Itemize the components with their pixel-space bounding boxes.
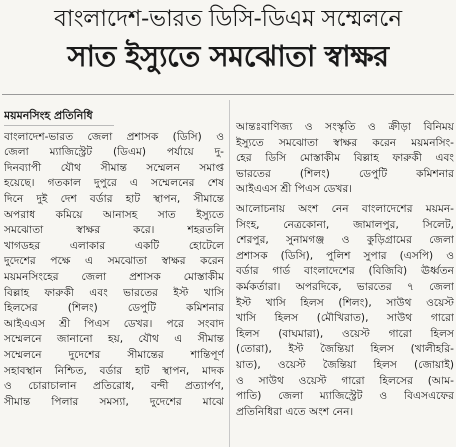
- body-line: য়াত), ওয়েস্ট জৈন্তিয়া হিলস (জোয়াই): [236, 358, 454, 371]
- body-line: ইস্ট খাসি হিলস (শিলং), সাউথ ওয়েস্ট: [236, 296, 454, 309]
- headline: সাত ইস্যুতে সমঝোতা স্বাক্ষর: [67, 39, 389, 73]
- body-line: খাসি হিলস (মৌখিরাত), সাউথ গারো: [236, 312, 454, 325]
- left-column: [4, 108, 224, 447]
- body-line: পাতি) জেলা ম্যাজিস্ট্রেট ও বিএসএফের: [236, 390, 454, 403]
- headline-kicker: বাংলাদেশ-ভারত ডিসি-ডিএম সম্মেলনে: [54, 6, 402, 32]
- body-line: প্রতিনিধিরা এতে অংশ নেন।: [236, 405, 354, 418]
- body-line: হিলস (বাঘমারা), ওয়েস্ট গারো হিলস: [236, 327, 454, 340]
- body-line: হের ডিসি মোস্তাকীম বিল্লাহ ফারুকী এবং: [236, 152, 454, 165]
- body-line: সম্মেলনে দুদেশের সীমান্তের শান্তিপূর্ণ: [4, 348, 224, 361]
- body-line: দুদেশের পক্ষে এ সমঝোতা স্বাক্ষর করেন: [4, 255, 224, 268]
- body-line: অপরাধ কমিয়ে আনাসহ সাত ইস্যুতে: [4, 208, 224, 221]
- byline: ময়মনসিংহ প্রতিনিধি: [4, 108, 114, 126]
- body-line: ও চোরাচালান প্রতিরোধ, বন্দী প্রত্যার্পণ,: [4, 380, 224, 393]
- body-line: আইএএস শ্রী পিএস ডেখর।: [236, 183, 353, 196]
- body-line: দিনে দুই দেশ বর্ডার হাট স্থাপন, সীমান্তে: [4, 192, 224, 205]
- headline-divider: [2, 94, 454, 95]
- body-line: ভারতের (শিলং) ডেপুটি কমিশনার: [236, 167, 454, 180]
- body-line: বাংলাদেশ-ভারত জেলা প্রশাসক (ডিসি) ও: [4, 130, 224, 143]
- body-line: (তোরা), ইস্ট জৈন্তিয়া হিলস (খালীহরি-: [236, 343, 454, 356]
- body-line: ময়মনসিংহের জেলা প্রশাসক মোস্তাকীম: [4, 270, 224, 283]
- body-line: আন্তঃবাণিজ্য ও সংস্কৃতি ও ক্রীড়া বিনিময়: [236, 121, 454, 133]
- body-line: আইএএস শ্রী পিএস ডেখর। পরে সংবাদ: [4, 317, 224, 330]
- body-line: সিংহ, নেত্রকোনা, জামালপুর, সিলেট,: [236, 218, 454, 231]
- column-divider: [229, 100, 230, 447]
- body-line: দিনব্যাপী যৌথ সীমান্ত সম্মেলন সমাপ্ত: [4, 161, 224, 174]
- body-line: হিলসের (শিলং) ডেপুটি কমিশনার: [4, 302, 224, 315]
- body-line: বিল্লাহ ফারুকী এবং ভারতের ইস্ট খাসি: [4, 286, 224, 299]
- body-line: আলোচনায় অংশ নেন বাংলাদেশের ময়মন-: [236, 202, 454, 215]
- body-line: সমঝোতা স্বাক্ষর করে। শহরতলি: [4, 224, 224, 237]
- body-line: সহাবস্থান নিশ্চিত, বর্ডার হাট স্থাপন, মাদক: [4, 364, 224, 377]
- body-line: জেলা ম্যাজিস্ট্রেট (ডিএম) পর্যায়ে দু-: [4, 146, 224, 159]
- body-line: খাগডহর এলাকার একটি হোটেলে: [4, 239, 224, 252]
- right-column: [236, 120, 454, 447]
- body-line: সম্মেলনে জানানো হয়, যৌথ এ সীমান্ত: [4, 333, 224, 346]
- body-line: কর্মকর্তারা। অপরদিকে, ভারতের ৭ জেলা: [236, 280, 454, 293]
- body-line: শেরপুর, সুনামগঞ্জ ও কুড়িগ্রামের জেলা: [236, 234, 454, 247]
- body-line: ও সাউথ ওয়েস্ট গারো হিলসের (আম-: [236, 374, 454, 387]
- body-line: হয়েছে। গতকাল দুপুরে এ সম্মেলনের শেষ: [4, 177, 224, 190]
- body-line: সীমান্ত পিলার সমস্যা, দুদেশের মাঝে: [4, 395, 224, 408]
- body-line: প্রশাসক (ডিসি), পুলিশ সুপার (এসপি) ও: [236, 249, 454, 262]
- body-line: বর্ডার গার্ড বাংলাদেশের (বিজিবি) ঊর্ধ্বতন: [236, 265, 454, 278]
- body-line: ইস্যুতে সমঝোতা স্বাক্ষর করেন ময়মনসিং-: [236, 136, 454, 149]
